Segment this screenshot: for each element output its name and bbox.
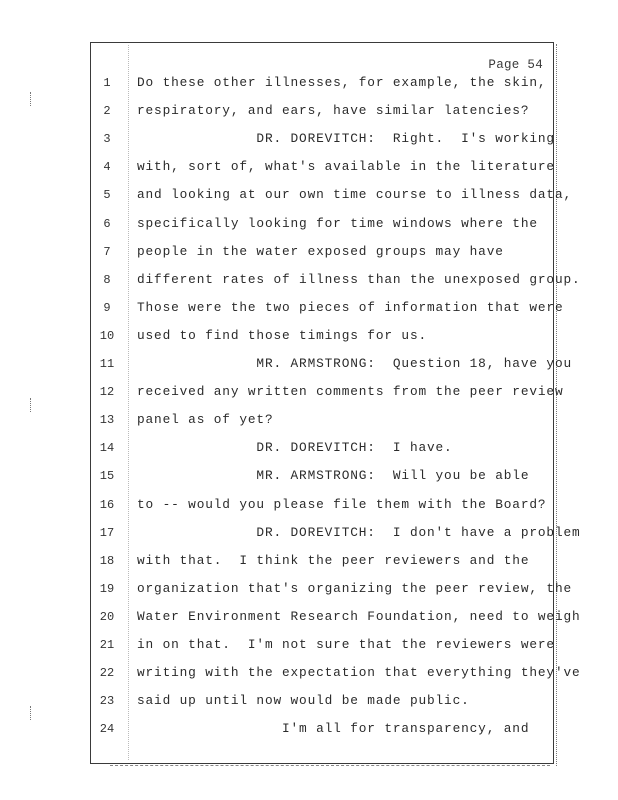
transcript-line: in on that. I'm not sure that the reviewers were <box>137 637 555 652</box>
line-number: 17 <box>99 526 115 540</box>
page-frame <box>90 42 554 764</box>
line-number: 7 <box>103 245 111 259</box>
line-number: 6 <box>103 217 111 231</box>
frame-edge-shadow <box>553 44 557 766</box>
transcript-line: writing with the expectation that everything they've <box>137 665 581 680</box>
transcript-line: panel as of yet? <box>137 412 274 427</box>
line-number: 12 <box>99 385 115 399</box>
transcript-line: different rates of illness than the unexposed group. <box>137 272 581 287</box>
line-number: 11 <box>99 357 115 371</box>
line-number: 18 <box>99 554 115 568</box>
line-number: 3 <box>103 132 111 146</box>
margin-punch-mark-middle <box>30 398 37 412</box>
line-number: 21 <box>99 638 115 652</box>
line-number: 10 <box>99 329 115 343</box>
transcript-line: said up until now would be made public. <box>137 693 470 708</box>
transcript-line: with that. I think the peer reviewers and the <box>137 553 530 568</box>
transcript-line: Those were the two pieces of information that were <box>137 300 564 315</box>
line-number: 22 <box>99 666 115 680</box>
transcript-line: people in the water exposed groups may have <box>137 244 504 259</box>
transcript-line: DR. DOREVITCH: Right. I's working <box>137 131 555 146</box>
line-number: 4 <box>103 160 111 174</box>
transcript-line: Do these other illnesses, for example, the skin, <box>137 75 547 90</box>
line-number: 19 <box>99 582 115 596</box>
transcript-line: DR. DOREVITCH: I don't have a problem <box>137 525 581 540</box>
margin-punch-mark-bottom <box>30 706 37 720</box>
line-number: 14 <box>99 441 115 455</box>
line-number-rule <box>128 45 130 760</box>
transcript-line: Water Environment Research Foundation, need to weigh <box>137 609 581 624</box>
bottom-scan-artifact <box>110 765 550 770</box>
transcript-line: MR. ARMSTRONG: Question 18, have you <box>137 356 572 371</box>
line-number: 2 <box>103 104 111 118</box>
transcript-line: DR. DOREVITCH: I have. <box>137 440 453 455</box>
transcript-line: organization that's organizing the peer review, the <box>137 581 572 596</box>
transcript-line: MR. ARMSTRONG: Will you be able <box>137 468 530 483</box>
transcript-line: and looking at our own time course to illness data, <box>137 187 572 202</box>
line-number: 15 <box>99 469 115 483</box>
margin-punch-mark-top <box>30 92 37 106</box>
transcript-line: received any written comments from the peer review <box>137 384 564 399</box>
line-number: 16 <box>99 498 115 512</box>
line-number: 8 <box>103 273 111 287</box>
line-number: 13 <box>99 413 115 427</box>
line-number: 24 <box>99 722 115 736</box>
transcript-line: respiratory, and ears, have similar latencies? <box>137 103 530 118</box>
line-number: 9 <box>103 301 111 315</box>
line-number: 5 <box>103 188 111 202</box>
transcript-line: I'm all for transparency, and <box>137 721 530 736</box>
transcript-line: used to find those timings for us. <box>137 328 427 343</box>
transcript-line: specifically looking for time windows where the <box>137 216 538 231</box>
line-number: 20 <box>99 610 115 624</box>
page-number-label: Page 54 <box>488 58 543 72</box>
transcript-line: to -- would you please file them with the Board? <box>137 497 547 512</box>
transcript-line: with, sort of, what's available in the literature <box>137 159 555 174</box>
line-number: 1 <box>103 76 111 90</box>
line-number: 23 <box>99 694 115 708</box>
